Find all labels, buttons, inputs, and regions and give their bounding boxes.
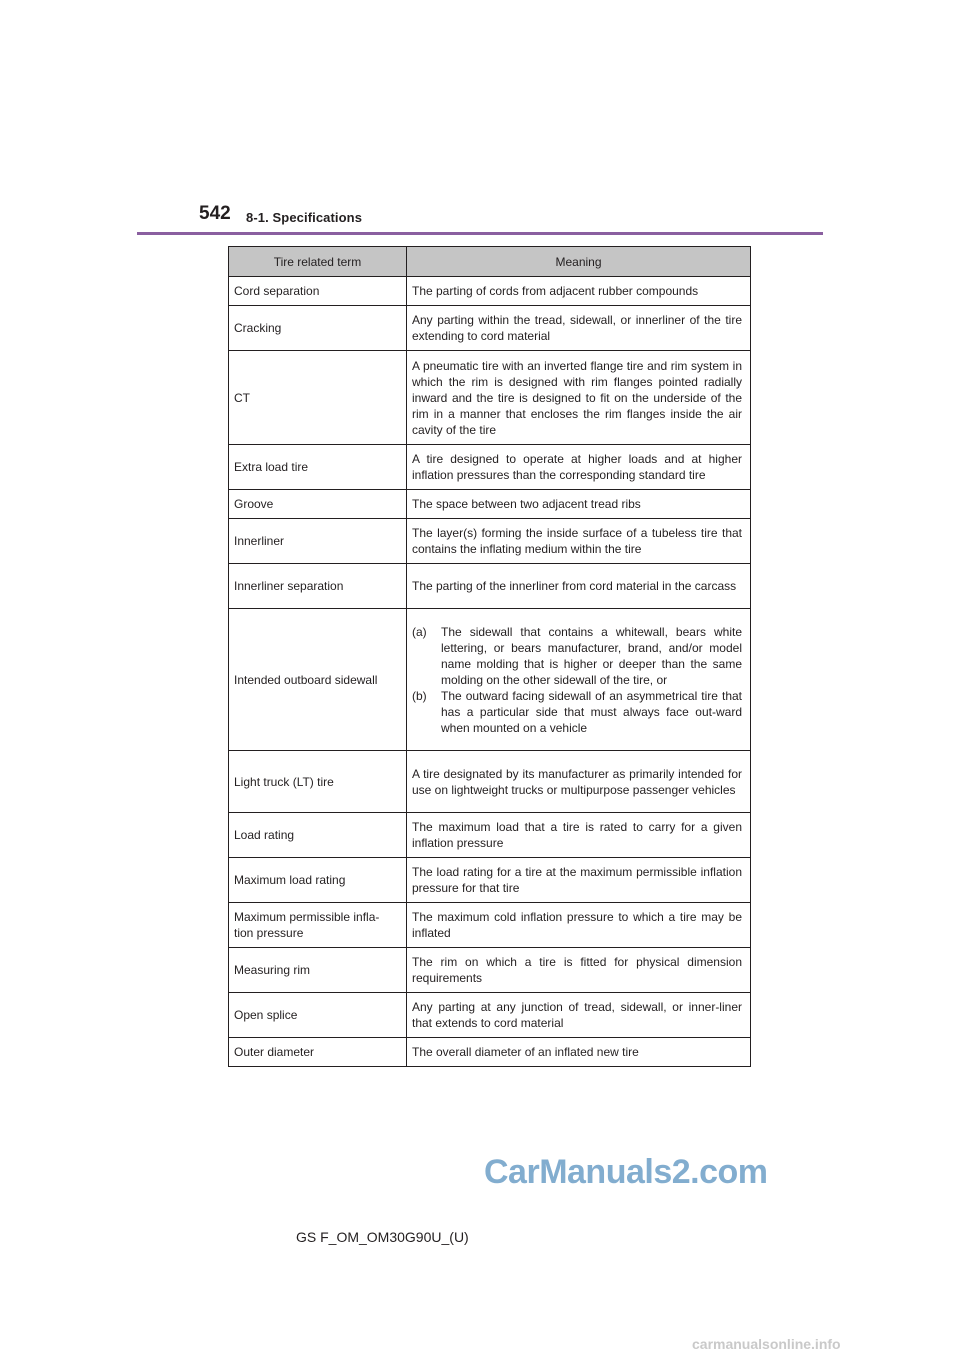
table-row bbox=[229, 445, 751, 490]
section-title: 8-1. Specifications bbox=[246, 210, 363, 225]
table-row bbox=[229, 858, 751, 903]
table-row bbox=[229, 351, 751, 445]
table-row bbox=[229, 490, 751, 519]
meaning-cell: The rim on which a tire is fitted for physical dimension requirements bbox=[407, 948, 751, 993]
page-number: 542 bbox=[199, 203, 231, 224]
watermark-site: carmanualsonline.info bbox=[692, 1336, 841, 1352]
meaning-cell: The parting of the innerliner from cord material in the carcass bbox=[407, 564, 751, 609]
meaning-cell: The maximum cold inflation pressure to which a tire may be inflated bbox=[407, 903, 751, 948]
footer-document-code: GS F_OM_OM30G90U_(U) bbox=[296, 1229, 469, 1245]
table-row bbox=[229, 751, 751, 813]
table-row bbox=[229, 993, 751, 1038]
list-item bbox=[412, 688, 742, 736]
term-cell: Innerliner bbox=[229, 519, 407, 564]
term-cell: Outer diameter bbox=[229, 1038, 407, 1067]
term-cell: Intended outboard sidewall bbox=[229, 609, 407, 751]
table-header-row bbox=[229, 247, 751, 277]
meaning-cell: The overall diameter of an inflated new tire bbox=[407, 1038, 751, 1067]
term-cell: Maximum permissible infla-tion pressure bbox=[229, 903, 407, 948]
table-row bbox=[229, 903, 751, 948]
meaning-cell: The space between two adjacent tread ribs bbox=[407, 490, 751, 519]
table-row bbox=[229, 813, 751, 858]
term-cell: Light truck (LT) tire bbox=[229, 751, 407, 813]
table-row bbox=[229, 564, 751, 609]
meaning-cell: The parting of cords from adjacent rubber compounds bbox=[407, 277, 751, 306]
meaning-cell bbox=[407, 609, 751, 751]
term-cell: Extra load tire bbox=[229, 445, 407, 490]
term-cell: CT bbox=[229, 351, 407, 445]
table-row bbox=[229, 948, 751, 993]
list-marker: (a) bbox=[412, 624, 427, 639]
term-cell: Maximum load rating bbox=[229, 858, 407, 903]
term-cell: Open splice bbox=[229, 993, 407, 1038]
meaning-cell: Any parting at any junction of tread, sidewall, or inner-liner that extends to cord material bbox=[407, 993, 751, 1038]
list-item bbox=[412, 624, 742, 688]
meaning-cell: The maximum load that a tire is rated to carry for a given inflation pressure bbox=[407, 813, 751, 858]
meaning-cell: A tire designed to operate at higher loads and at higher inflation pressures than the corresponding standard tire bbox=[407, 445, 751, 490]
header-rule bbox=[137, 232, 823, 235]
list-marker: (b) bbox=[412, 688, 427, 703]
table-row bbox=[229, 1038, 751, 1067]
term-cell: Groove bbox=[229, 490, 407, 519]
term-cell: Cord separation bbox=[229, 277, 407, 306]
watermark-logo: CarManuals2.com bbox=[484, 1153, 768, 1191]
meaning-cell: A pneumatic tire with an inverted flange tire and rim system in which the rim is designed with rim flanges pointed radially inward and the tire is designed to fit on the underside of the rim in a manner that encloses the rim flanges inside the air cavity of the tire bbox=[407, 351, 751, 445]
column-header-meaning: Meaning bbox=[407, 247, 751, 277]
term-cell: Innerliner separation bbox=[229, 564, 407, 609]
table-row bbox=[229, 519, 751, 564]
term-cell: Load rating bbox=[229, 813, 407, 858]
meaning-cell: The load rating for a tire at the maximum permissible inflation pressure for that tire bbox=[407, 858, 751, 903]
meaning-cell: The layer(s) forming the inside surface of a tubeless tire that contains the inflating medium within the tire bbox=[407, 519, 751, 564]
term-cell: Measuring rim bbox=[229, 948, 407, 993]
term-cell: Cracking bbox=[229, 306, 407, 351]
meaning-cell: Any parting within the tread, sidewall, or innerliner of the tire extending to cord material bbox=[407, 306, 751, 351]
tire-terms-table bbox=[228, 246, 751, 1067]
table-row bbox=[229, 277, 751, 306]
column-header-term: Tire related term bbox=[229, 247, 407, 277]
table-row bbox=[229, 306, 751, 351]
table-row bbox=[229, 609, 751, 751]
list-text: The sidewall that contains a whitewall, bears white lettering, or bears manufacturer, brand, and/or model name molding that is higher or deeper than the same molding on the other sidewall of the tire, or bbox=[441, 624, 742, 687]
meaning-cell: A tire designated by its manufacturer as primarily intended for use on lightweight trucks or multipurpose passenger vehicles bbox=[407, 751, 751, 813]
list-text: The outward facing sidewall of an asymmetrical tire that has a particular side that must always face out-ward when mounted on a vehicle bbox=[441, 688, 742, 735]
